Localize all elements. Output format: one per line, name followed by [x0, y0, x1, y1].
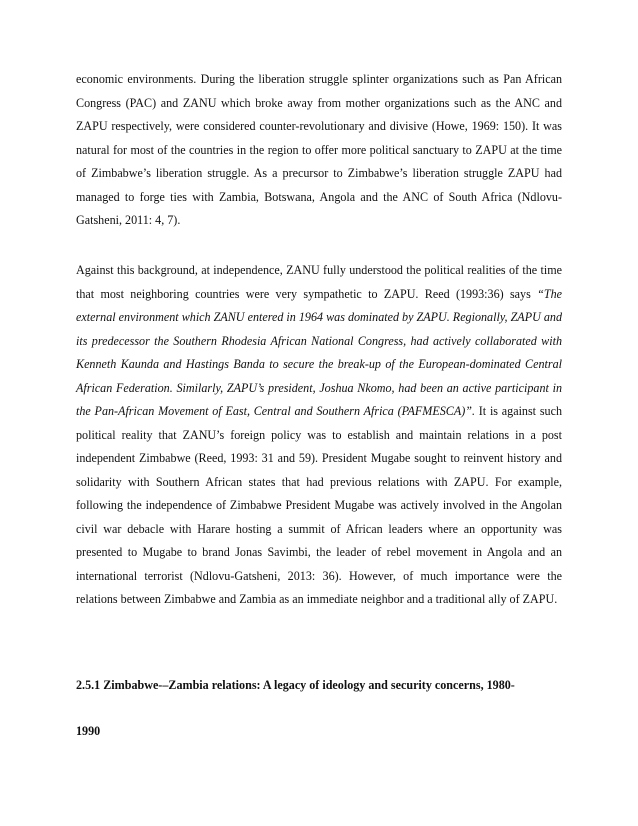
- section-heading-continuation: 1990: [76, 724, 101, 738]
- paragraph-text: [76, 259, 562, 612]
- paragraph-text: economic environments. During the liberation struggle splinter organizations such as Pan African Congress (PAC) and ZANU which broke away from mother organizations such as the ANC and ZAPU respectively, were considered counter-revolutionary and divisive (Howe, 1969: 150). It was natural for most of the countries in the region to offer more political sanctuary to ZAPU at the time of Zimbabwe’s liberation struggle. As a precursor to Zimbabwe’s liberation struggle ZAPU had managed to forge ties with Zambia, Botswana, Angola and the ANC of South Africa (Ndlovu-Gatsheni, 2011: 4, 7).: [76, 72, 562, 227]
- paragraph-continuation: It is against such political reality that ZANU’s foreign policy was to establish and maintain relations in a post independent Zimbabwe (Reed, 1993: 31 and 59). President Mugabe sought to reinvent history and solidarity with Southern African states that had previous relations with ZAPU. For example, following the independence of Zimbabwe President Mugabe was actively involved in the Angolan civil war debacle with Harare hosting a summit of African leaders where an opportunity was presented to Mugabe to brand Jonas Savimbi, the leader of rebel movement in Angola and an international terrorist (Ndlovu-Gatsheni, 2013: 36). However, of much importance were the relations between Zimbabwe and Zambia as an immediate neighbor and a traditional ally of ZAPU.: [76, 404, 562, 606]
- body-paragraph-2: [76, 259, 562, 612]
- paragraph-intro: Against this background, at independence, ZANU fully understood the political realities of the time that most neighboring countries were very sympathetic to ZAPU. Reed (1993:36) says: [76, 263, 562, 301]
- block-quote-italic: “The external environment which ZANU entered in 1964 was dominated by ZAPU. Regionally, ZAPU and its predecessor the Southern Rhodesia African National Congress, had actively collaborated with Kenneth Kaunda and Hastings Banda to secure the break-up of the European-dominated Central African Federation. Similarly, ZAPU’s president, Joshua Nkomo, had been an active participant in the Pan-African Movement of East, Central and Southern Africa (PAFMESCA)”.: [76, 286, 562, 418]
- section-heading: 2.5.1 Zimbabwe-–Zambia relations: A legacy of ideology and security concerns, 1980-: [76, 678, 515, 692]
- body-paragraph-1: [76, 68, 562, 233]
